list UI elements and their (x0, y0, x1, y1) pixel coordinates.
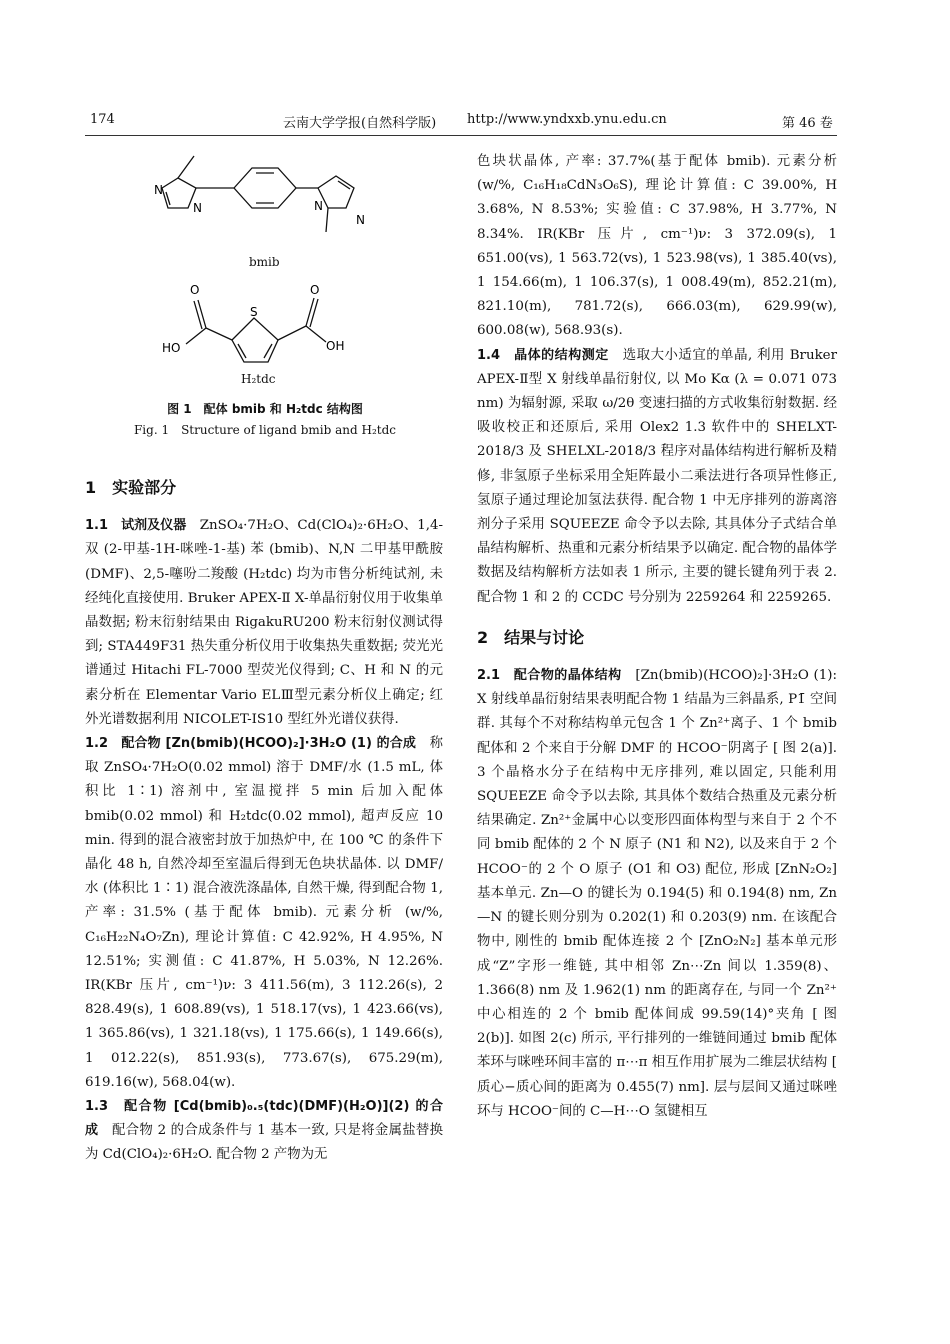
s21-body: [Zn(bmib)(HCOO)₂]·3H₂O (1): X 射线单晶衍射结果表明配合物 1 结晶为三斜晶系, P1̄ 空间群. 其每个不对称结构单元包含 1 个 Zn²⁺离子、1 个 bmib 配体和 2 个来自于分解 DMF 的 HCOO⁻阴离子 [ 图 2(a)]. 3 个晶格水分子在结构中无序排列, 难以固定, 只能利用 SQUEEZE 命令予以去除, 其具体个数结合热重及元素分析结果确定. Zn²⁺金属中心以变形四面体构型与来自于 2 个不同 bmib 配体的 2 个 N 原子 (N1 和 N2), 以及来自于 2 个 HCOO⁻的 2 个 O 原子 (O1 和 O3) 配位, 形成 [ZnN₂O₂] 基本单元. Zn—O 的键长为 0.194(5) 和 0.194(8) nm, Zn—N 的键长则分别为 0.202(1) 和 0.203(9) nm. 在该配合物中, 刚性的 bmib 配体连接 2 个 [ZnO₂N₂] 基本单元形成“Z”字形一维链, 其中相邻 Zn⋯Zn 间以 1.359(8)、1.366(8) nm 及 1.962(1) nm 的距离存在, 与同一个 Zn²⁺中心相连的 2 个 bmib 配体间成 99.59(14)°夹角 [ 图 2(b)]. 如图 2(c) 所示, 平行排列的一维链间通过 bmib 配体苯环与咪唑环间丰富的 π⋯π 相互作用扩展为二维层状结构 [ 质心−质心间的距离为 0.455(7) nm]. 层与层间又通过咪唑环与 HCOO⁻间的 C—H⋯O 氢键相互 (477, 668, 838, 1119)
journal-url: http://www.yndxxb.ynu.edu.cn (467, 112, 667, 127)
atom-o1: O (190, 283, 200, 297)
s12-title: 1.2 配合物 [Zn(bmib)(HCOO)₂]·3H₂O (1) 的合成 (85, 736, 417, 752)
figure1-caption-cn: 图 1 配体 bmib 和 H₂tdc 结构图 (167, 402, 363, 416)
s11-body: ZnSO₄·7H₂O、Cd(ClO₄)₂·6H₂O、1,4-双 (2-甲基-1H-咪唑-1-基) 苯 (bmib)、N,N 二甲基甲酰胺 (DMF)、2,5-噻吩二羧酸 (H₂tdc) 均为市售分析纯试剂, 未经纯化直接使用. Bruker APEX-Ⅱ X-单晶衍射仪用于收集单晶数据; 粉末衍射结果由 RigakuRU200 粉末衍射仪测试得到; STA449F31 热失重分析仪用于收集热失重数据; 荧光光谱通过 Hitachi FL-7000 型荧光仪得到; C、H 和 N 的元素分析在 Elementar Vario ELⅢ型元素分析仪上确定; 红外光谱数据利用 NICOLET-IS10 型红外光谱仪获得. (85, 518, 444, 727)
right-column (477, 150, 837, 1124)
atom-o2: O (310, 283, 320, 297)
figure1-caption-en: Fig. 1 Structure of ligand bmib and H₂tdc (133, 423, 397, 437)
atom-n4: N (356, 213, 365, 227)
atom-n2: N (193, 201, 202, 215)
atom-ho: HO (162, 341, 181, 355)
section2-heading: 2 结果与讨论 (477, 627, 585, 647)
volume: 第 46 卷 (782, 116, 833, 131)
header-rule (85, 135, 837, 136)
s21-title: 2.1 配合物的晶体结构 (477, 668, 622, 684)
atom-n1: N (154, 183, 163, 197)
left-column (85, 460, 443, 1168)
atom-oh: OH (326, 339, 345, 353)
s13-body: 配合物 2 的合成条件与 1 基本一致, 只是将金属盐替换为 Cd(ClO₄)₂·6H₂O. 配合物 2 产物为无 (85, 1123, 443, 1163)
s12-body: 称取 ZnSO₄·7H₂O(0.02 mmol) 溶于 DMF/水 (1.5 mL, 体积比 1∶1) 溶剂中, 室温搅拌 5 min 后加入配体 bmib(0.02 mmol) 和 H₂tdc(0.02 mmol), 超声反应 10 min. 得到的混合液密封放于加热炉中, 在 100 ℃ 的条件下晶化 48 h, 自然冷却至室温后得到无色块状晶体. 以 DMF/水 (体积比 1∶1) 混合液洗涤晶体, 自然干燥, 得到配合物 1, 产率: 31.5% (基于配体 bmib). 元素分析 (w/%, C₁₆H₂₂N₄O₇Zn), 理论计算值: C 42.92%, H 4.95%, N 12.51%; 实测值: C 41.87%, H 5.03%, N 12.26%. IR(KBr 压片, cm⁻¹)ν: 3 411.56(m), 3 112.26(s), 2 828.49(s), 1 608.89(vs), 1 518.17(vs), 1 423.66(vs), 1 365.86(vs), 1 321.18(vs), 1 175.66(s), 1 149.66(s), 1 012.22(s), 851.93(s), 773.67(s), 675.29(m), 619.16(w), 568.04(w). (85, 736, 444, 1090)
label-bmib: bmib (249, 255, 280, 269)
s13-continued: 色块状晶体, 产率: 37.7%(基于配体 bmib). 元素分析 (w/%, C₁₆H₁₈CdN₃O₆S), 理论计算值: C 39.00%, H 3.68%, N 8.53%; 实验值: C 37.98%, H 3.77%, N 8.34%. IR(KBr 压片, cm⁻¹)ν: 3 372.09(s), 1 651.00(vs), 1 563.72(vs), 1 523.98(vs), 1 385.40(vs), 1 154.66(m), 1 106.37(s), 1 008.49(m), 852.21(m), 821.10(m), 781.72(s), 666.03(m), 629.99(w), 600.08(w), 568.93(s). (477, 154, 837, 339)
s13-title: 1.3 配合物 [Cd(bmib)₀.₅(tdc)(DMF)(H₂O)](2) 的合成 (85, 1099, 443, 1139)
s11-title: 1.1 试剂及仪器 (85, 518, 187, 534)
atom-n3: N (314, 199, 323, 213)
journal-name: 云南大学学报(自然科学版) (283, 116, 437, 131)
s14-body: 选取大小适宜的单晶, 利用 Bruker APEX-Ⅱ型 X 射线单晶衍射仪, 以 Mo Kα (λ = 0.071 073 nm) 为辐射源, 采取 ω/2θ 变速扫描的方式收集衍射数据. 经吸收校正和还原后, 采用 Olex2 1.3 软件中的 SHELXT-2018/3 及 SHELXL-2018/3 程序对晶体结构进行解析及精修, 非氢原子坐标采用全矩阵最小二乘法进行各项异性修正, 氢原子通过理论加氢法获得. 配合物 1 中无序排列的游离溶剂分子采用 SQUEEZE 命令予以去除, 其具体分子式结合单晶结构解析、热重和元素分析结果予以确定. 配合物的晶体学数据及结构解析方法如表 1 所示, 主要的键长键角列于表 2. 配合物 1 和 2 的 CCDC 号分别为 2259264 和 2259265. (477, 347, 838, 605)
atom-s: S (250, 305, 258, 319)
bmib-structure (162, 156, 354, 232)
page-number: 174 (90, 112, 115, 127)
label-h2tdc: H₂tdc (241, 372, 276, 386)
section1-heading: 1 实验部分 (85, 478, 177, 497)
s14-title: 1.4 晶体的结构测定 (477, 347, 609, 363)
